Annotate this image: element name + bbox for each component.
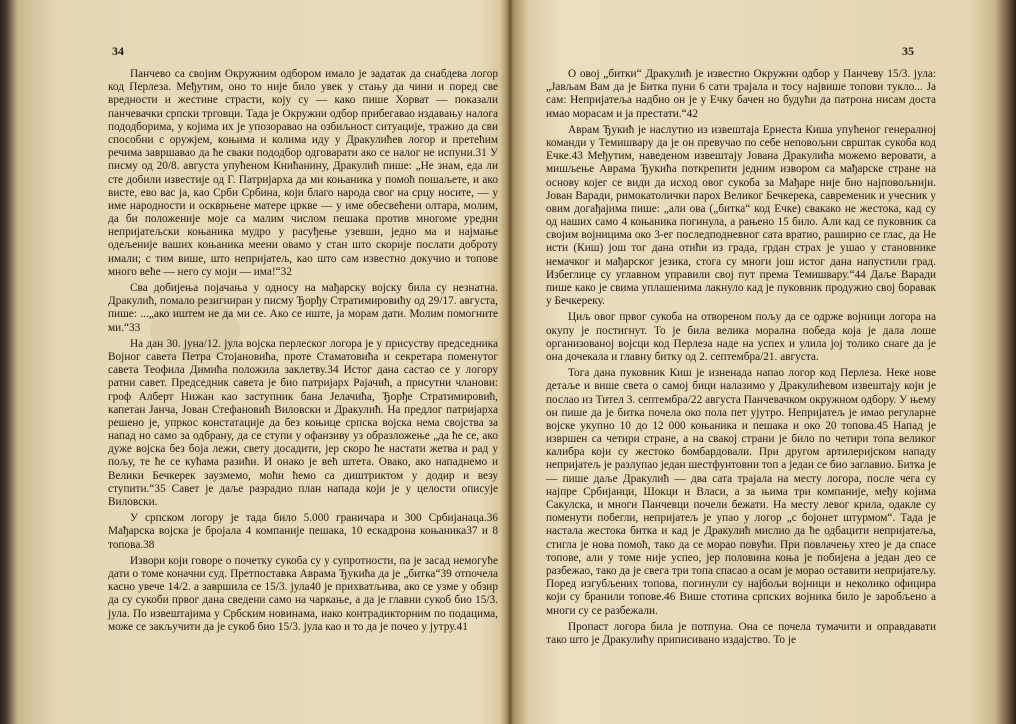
page-body bbox=[108, 68, 498, 634]
paragraph: На дан 30. јуна/12. јула војска перлеског логора је у присуству председника Војног савета Петра Стојановића, проте Стаматовића и секретара поменутог савета Теофила Димића положила заклетву.34 Истог дана састао се у логору ратни савет. Председник савета је био патријарх Рајачић, а присутни чланови: гроф Алберт Нижан као заступник бана Јелачића, Ђорђе Стратимировић, капетан Јанча, Јован Стефановић Виловски и Дракулић. На предлог патријарха решено је, упркос констатације да без коњице српска војска нема својства за напад но само за одбрану, да се ступи у офанзиву уз образложење „да ће се, ако дуже војска без боја лежи, свету досадити, јер скоро ће настати жетва и рад у пољу, те ће се кућама разићи. И онако је већ штета. Овако, ако нападнемо и Велики Бечкерек заузмемо, моћи ћемо са диштриктом у додир и везу ступити.“35 Савет је даље разрадио план напада који је у целости описује Виловски. bbox=[108, 337, 498, 508]
paragraph: Панчево са својим Окружним одбором имало је задатак да снабдева логор код Перлеза. Међутим, оно то није било увек у стању да чини и поред све вредности и жестине страсти, коју су — како пише Хорват — показали панчевачки српски трговци. Тада је Окружни одбор прибегавао издавању налога пододборима, у којима их је упозоравао на озбиљност ситуације, тражио да сви способни с оружјем, коњима и колима иду у Дракулићев логор и претећим речима завршавао да ће сваки пододбор одговарати ако се налог не испуни.31 У писму од 20/8. августа упућеном Книћанину, Дракулић пише: „Не знам, еда ли сте добили известије од Г. Патријарха да ми коњаника у помоћ пошаљете, и ако висте, ево вас ја, као Срби Србина, који благо народа свог на срцу носите, — у име народности и оскврњене матере цркве — у име обесвећени олтара, молим, да би положеније моје са малим числом пешака против многоме уредни непријатељски коњаника мудро у расуђење узевши, једно ма и најмање одељеније ваших коњаника меени овамо у стан што скорије послати доброту имали; с тим више, што непријатељ, као што сам известно докучио и топове много веће — него су моји — има!“32 bbox=[108, 68, 498, 278]
paragraph: У српском логору је тада било 5.000 граничара и 300 Србијанаца.36 Мађарска војска је бројала 4 компаније пешака, 10 ескадрона коњаника37 и 8 топова.38 bbox=[108, 512, 498, 551]
page-number: 34 bbox=[112, 44, 124, 58]
paragraph: Сва добијења појачања у односу на мађарску војску била су незнатна. Дракулић, помало резигниран у писму Ђорђу Стратимировићу од 29/17. августа, пише: ...„ако иштем не да ми се. Ако се иште, ја морам дати. Молим помогните ми.“33 bbox=[108, 282, 498, 334]
paragraph: Извори који говоре о почетку сукоба су у супротности, па је засад немогуће дати о томе коначни суд. Претпоставка Аврама Ђукића да је „битка“39 отпочела касно увече 14/2. а завршила се 15/3. јула40 је прихватљива, ако се узме у обзир да су сукоби првог дана сведени само на чаркање, а да је главни сукоб био 15/3. јула. По извештајима у Србским новинама, иако контрадикторним по подацима, може се закључити да је сукоб био 15/3. јула као и то да је почео у јутру.41 bbox=[108, 554, 498, 633]
paragraph: О овој „битки“ Дракулић је известио Окружни одбор у Панчеву 15/3. јула: „Јављам Вам да је Битка пуни 6 сати трајала и тосу највише топови тукло... Ја сам: Непријатеља надбио он је у Ечку бачен но будући да патрона нисам доста имао морасам и ја престати.“42 bbox=[546, 68, 936, 120]
page-body bbox=[546, 68, 936, 647]
paragraph: Тога дана пуковник Киш је изненада напао логор код Перлеза. Неке нове детаље и више света о самој бици налазимо у Дракулићевом извештају који је послао из Тител 3. септембра/22 августа Панчевачком окружном одбору. У њему он пише да је битка почела око пола пет ујутро. Непријатељ је имао регуларне војске укупно 10 до 12 000 коњаника и пешака и око 20 топова.45 Напад је извршен са четири стране, а на свакој страни је било по четири топа великог калибра који су жестоко бомбардовали. При другом артилеријском нападу непријатељ је разлупао један шестфунтовни топ а један се био заглавио. Битка је — пише даље Дракулић — два сата трајала на месту логора, после чега су најпре Србијанци, Шокци и Власи, а за њима три компаније, међу којима Сакулска, и многи Панчевци почели бежати. На месту левог крила, одакле су поменути побегли, непријатељ је упао у логор „с бојонет штурмом“. Тада је настала жестока битка и кад је Дракулић мислио да ће одбацити непријатеља, стигла је нова помоћ, тако да се морао повући. При повлачењу хтео је да спасе топове, али у томе није успео, јер половина коња је побијена а један део се разбежао, тако да је свега три топа спасао а осам је морао оставити непријатељу. Поред изгубљених топова, погинули су најбољи војници и неколико официра који су бранили топове.46 Више стотина српских војника било је заробљено а многи су се разбежали. bbox=[546, 367, 936, 617]
paragraph: Пропаст логора била је потпуна. Она се почела тумачити и оправдавати тако што је Дракулићу приписивано издајство. То је bbox=[546, 620, 936, 646]
page-number: 35 bbox=[902, 44, 914, 58]
paragraph: Циљ овог првог сукоба на отвореном пољу да се одрже војници логора на окупу је постигнут. То је била велика морална победа која је дала лоше организованој војсци код Перлеза наде на успех и улила јој толико снаге да је она дочекала и главну битку од 2. септембра/21. августа. bbox=[546, 311, 936, 363]
right-page bbox=[510, 0, 1016, 724]
paragraph: Аврам Ђукић је наслутио из извештаја Ернеста Киша упућеног генералној команди у Темишвару да је он превучао по себе неповољни сврштак сукоба код Ечке.43 Међутим, наведеном извештају Јована Дракулића можемо веровати, а мишљење Аврама Ђукића поткрепити једним извором са мађарске стране на основу којег се види да исход овог сукоба за Мађаре није био најповољнији. Јован Варади, римокатолички парох Великог Бечкерека, савременик и учесник у овим догађајима пише: „али ова („битка“ код Ечке) свакако не жестока, кад су од наших само 4 коњаника погинула, а рањено 15 било. Али кад се пуковник са својим војницима око 3-ег последподневног сата вратио, раширио се глас, да Не исти (Киш) још тог дана отићи из града, грдан страх је ушао у становнике немачког и мађарског језика, стога су многи још истог дана напустили град. Избеглице су углавном управили свој пут према Темишвару.“44 Даље Варади пише како је свима уплашенима лакнуло кад је пуковник продужио свој боравак у Бечкереку. bbox=[546, 123, 936, 308]
